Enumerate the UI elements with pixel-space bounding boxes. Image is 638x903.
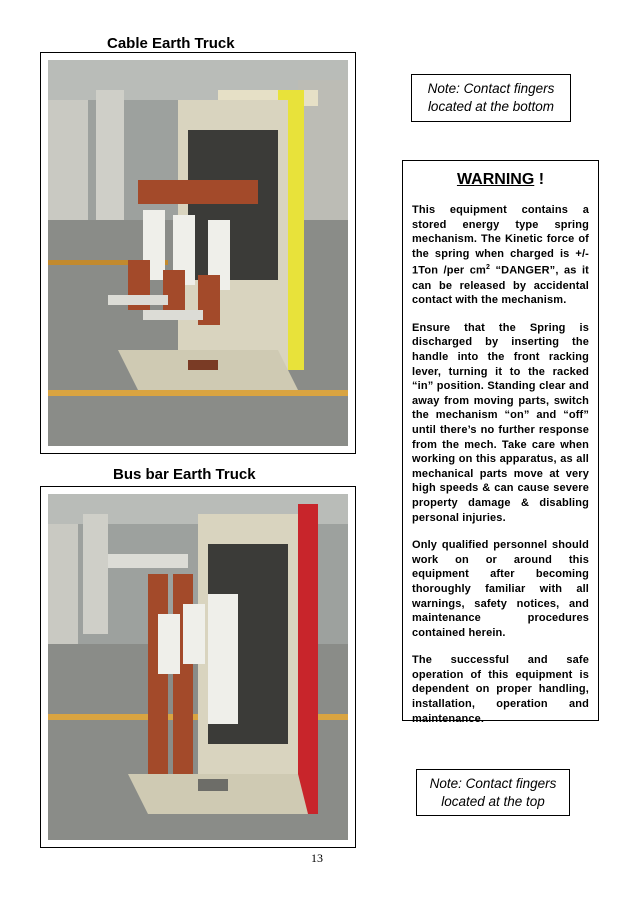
busbar-earth-truck-caption: Bus bar Earth Truck — [113, 466, 256, 483]
note-top-line2: located at the top — [441, 793, 545, 809]
note-bottom-line2: located at the bottom — [427, 99, 555, 114]
cable-earth-truck-caption: Cable Earth Truck — [107, 35, 235, 52]
warning-paragraph-spring-b: “DANGER”, as it can be released by accidental contact with the mechanism. — [412, 265, 589, 307]
warning-paragraph-spring-a: This equipment contains a stored energy type spring mechanism. The Kinetic force of the spring when charged is +/- 1Ton /per cm — [412, 204, 589, 278]
note-top-line1: Note: Contact fingers — [429, 775, 557, 791]
warning-paragraph-safe-operation: The successful and safe operation of this equipment is dependent on proper handling, installation, operation and maintenance. — [412, 654, 589, 725]
warning-title — [412, 171, 589, 189]
note-contact-fingers-top — [416, 769, 570, 816]
warning-paragraph-qualified: Only qualified personnel should work on or around this equipment after becoming thoroughly familiar with all warnings, safety notices, and maintenance procedures contained herein. — [412, 539, 589, 639]
cable-earth-truck-image — [48, 60, 348, 446]
cable-earth-truck-photo — [40, 52, 356, 454]
busbar-earth-truck-image — [48, 494, 348, 840]
note-contact-fingers-bottom — [411, 74, 571, 122]
warning-title-mark: ! — [534, 171, 545, 188]
warning-paragraph-discharge: Ensure that the Spring is discharged by inserting the handle into the front racking lever, turning it to the racked “in” position. Standing clear and away from moving parts, switch the mechanism “on” and “off” until there’s no further response from the mech. Take care when working on this apparatus, as all mechanical parts move at very high speeds & can cause severe property damage & disabling personal injuries. — [412, 321, 589, 524]
page-number: 13 — [311, 851, 323, 865]
warning-paragraph-spring — [412, 203, 589, 308]
warning-title-text: WARNING — [456, 171, 535, 188]
busbar-earth-truck-photo — [40, 486, 356, 848]
warning-box — [402, 160, 599, 725]
note-bottom-line1: Note: Contact fingers — [427, 81, 555, 96]
superscript-2: 2 — [485, 264, 490, 272]
